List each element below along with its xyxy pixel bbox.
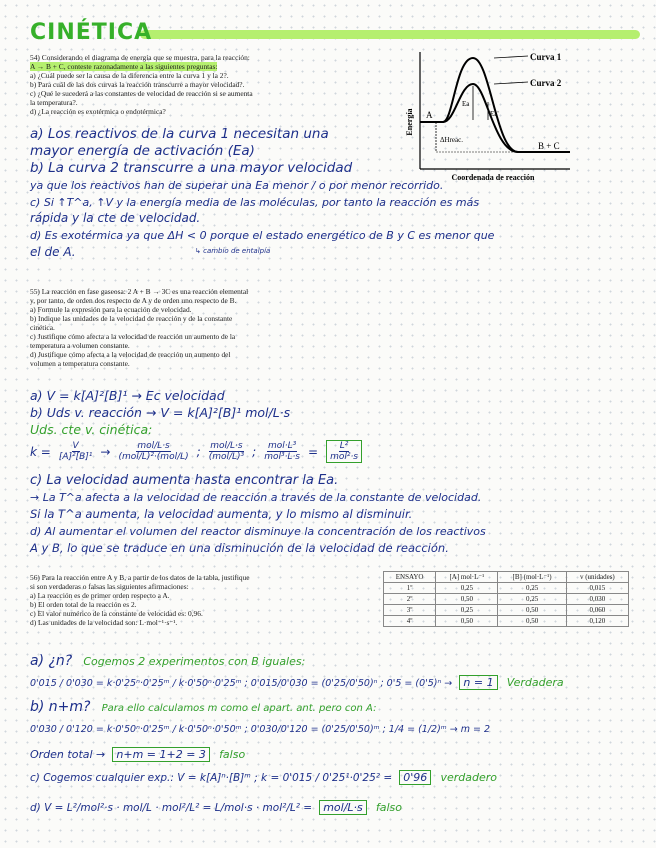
- arrow: →: [100, 444, 111, 459]
- fraction: [209, 441, 244, 462]
- q56-line: a) La reacción es de primer orden respecto a A.: [30, 591, 170, 600]
- q55-line: cinética.: [30, 323, 55, 332]
- product-label: B + C: [538, 141, 560, 151]
- numerator: V: [72, 441, 79, 451]
- fraction: [264, 441, 300, 462]
- q56-a-verdict: Verdadera: [506, 676, 564, 689]
- q55-line: temperatura a volumen constante.: [30, 341, 130, 350]
- denominator: [A]²[B]¹: [58, 452, 93, 462]
- ea-label: Ea: [462, 100, 470, 108]
- numerator: mol·L³: [267, 441, 297, 451]
- q56-b-total-line: [30, 747, 245, 762]
- q55-answer-b: b) Uds v. reacción → V = k[A]²[B]¹ mol/L·s: [30, 405, 291, 420]
- q54-answer-b1: b) La curva 2 transcurre a una mayor velocidad: [30, 160, 353, 176]
- ea2-label: Ea': [490, 110, 499, 118]
- table-cell: 0,060: [566, 605, 628, 616]
- q55-line: 55) La reacción en fase gaseosa: 2 A + B → 3C es una reacción elemental: [30, 287, 249, 296]
- table-cell: 0,25: [436, 583, 498, 594]
- numerator: mol/L·s: [210, 441, 243, 451]
- table-cell: 0,50: [436, 616, 498, 627]
- q56-line: c) El valor numérico de la constante de velocidad es: 0,96.: [30, 609, 203, 618]
- numerator: L²: [339, 441, 349, 451]
- q56-a-result: n = 1: [459, 675, 497, 690]
- table-cell: 0,030: [566, 594, 628, 605]
- table-cell: 1º: [384, 583, 436, 594]
- table-cell: 2º: [384, 594, 436, 605]
- q56-a-note: Cogemos 2 experimentos con B iguales:: [83, 655, 306, 668]
- table-row: [384, 594, 629, 605]
- q54-statement: [30, 53, 330, 116]
- q56-line: si son verdaderas o falsas las siguientes afirmaciones:: [30, 582, 189, 591]
- q55-answer-c1: c) La velocidad aumenta hasta encontrar la Ea.: [30, 473, 339, 488]
- q56-statement: [30, 573, 360, 627]
- table-cell: 3º: [384, 605, 436, 616]
- q54-answer-a2: mayor energía de activación (Ea): [30, 143, 255, 159]
- energy-axis-label: Energía: [405, 108, 414, 136]
- q56-b-equation-line: [30, 721, 490, 737]
- numerator: mol/L·s: [137, 441, 170, 451]
- table-cell: 0,25: [436, 605, 498, 616]
- table-cell: 0,015: [566, 583, 628, 594]
- q56-b-verdict: falso: [219, 748, 246, 761]
- page-title: CINÉTICA: [30, 20, 153, 45]
- q55-line: b) Indique las unidades de la velocidad de reacción y de la constante: [30, 314, 233, 323]
- table-cell: 0,50: [436, 594, 498, 605]
- q54-answer-d2: el de A.: [30, 245, 76, 259]
- k-symbol: k =: [30, 444, 51, 459]
- curva2-label: Curva 2: [530, 78, 562, 88]
- denominator: (mol/L)³: [208, 452, 245, 462]
- q56-a-equation-line: [30, 675, 564, 691]
- table-header: [A] mol·L⁻¹: [436, 572, 498, 583]
- q54-answer-c1: c) Si ↑T^a, ↑V y la energía media de las moléculas, por tanto la reacción es más: [30, 196, 480, 209]
- q54-line: a) ¿Cuál puede ser la causa de la diferencia entre la curva 1 y la 2?.: [30, 71, 229, 80]
- q56-b-total: Orden total →: [30, 748, 106, 761]
- table-header-row: [384, 572, 629, 583]
- table-cell: 0,25: [498, 594, 566, 605]
- q55-answer-c3: Si la T^a aumenta, la velocidad aumenta, y lo mismo al disminuir.: [30, 507, 413, 521]
- q56-d-result: mol/L·s: [319, 800, 367, 815]
- table-row: [384, 616, 629, 627]
- q54-answer-b2: ya que los reactivos han de superar una Ea menor / o por menor recorrido.: [30, 179, 444, 192]
- q56-b-head: b) n+m?: [30, 699, 91, 715]
- q55-line: c) Justifique cómo afecta a la velocidad de reacción un aumento de la: [30, 332, 236, 341]
- equals: =: [308, 444, 319, 459]
- table-header: ENSAYO: [384, 572, 436, 583]
- q56-b-note: Para ello calculamos m como el apart. ant. pero con A:: [101, 703, 377, 714]
- q55-answer-a: a) V = k[A]²[B]¹ → Ec velocidad: [30, 388, 225, 403]
- equals: ;: [196, 444, 201, 459]
- q56-d-verdict: falso: [375, 801, 403, 814]
- q56-line: b) El orden total de la reacción es 2.: [30, 600, 137, 609]
- q55-answer-c2: → La T^a afecta a la velocidad de reacción a través de la constante de velocidad.: [30, 491, 482, 504]
- q54-line: d) ¿La reacción es exotérmica o endotérmica?: [30, 107, 166, 116]
- curva1-label: Curva 1: [530, 52, 562, 62]
- table-cell: 0,50: [498, 605, 566, 616]
- q56-c-verdict: verdadero: [440, 771, 497, 784]
- q54-answer-d1: d) Es exotérmica ya que ΔH < 0 porque el estado energético de B y C es menor que: [30, 229, 495, 242]
- table-row: [384, 583, 629, 594]
- energy-diagram: [398, 44, 650, 194]
- reactant-label: A: [426, 110, 433, 120]
- q54-line: c) ¿Qué le sucederá a las constantes de velocidad de reacción si se aumenta: [30, 89, 253, 98]
- q55-answer-b2: Uds. cte v. cinética:: [30, 422, 153, 437]
- table-cell: 0,50: [498, 616, 566, 627]
- table-header: [B] (mol·L⁻¹): [498, 572, 566, 583]
- q56-line: 56) Para la reacción entre A y B, a partir de los datos de la tabla, justifique: [30, 573, 250, 582]
- denominator: mol³·L·s: [264, 452, 300, 462]
- table-header: v (unidades): [566, 572, 628, 583]
- dh-label: ΔHreac.: [440, 136, 463, 144]
- q54-answer-a1: a) Los reactivos de la curva 1 necesitan una: [30, 126, 329, 142]
- q56-b-head-line: [30, 700, 376, 716]
- q55-line: volumen a temperatura constante.: [30, 359, 130, 368]
- experiment-table: [383, 571, 629, 627]
- q55-answer-d1: d) Al aumentar el volumen del reactor disminuye la concentración de los reactivos: [30, 525, 486, 538]
- q54-line: b) Para cuál de las dos curvas la reacción transcurre a mayor velocidad?.: [30, 80, 245, 89]
- q54-answer-c2: rápida y la cte de velocidad.: [30, 211, 201, 225]
- q56-a-head: a) ¿n?: [30, 653, 73, 669]
- q54-line: A → B + C, conteste razonadamente a las siguientes preguntas:: [30, 62, 218, 71]
- denominator: mol²·s: [330, 452, 358, 462]
- denominator: (mol/L)²·(mol/L): [118, 452, 189, 462]
- q56-a-equation: 0'015 / 0'030 = k·0'25ⁿ·0'25ᵐ / k·0'50ⁿ·0'25ᵐ ; 0'015/0'030 = (0'25/0'50)ⁿ ; 0'5 = (0'5)ⁿ →: [30, 678, 453, 689]
- q56-c-line: [30, 770, 497, 786]
- q56-d-line: [30, 800, 402, 816]
- q54-note: ↳ cambio de entalpía: [195, 247, 271, 255]
- q56-b-result: n+m = 1+2 = 3: [112, 747, 210, 762]
- q56-a-head-line: [30, 654, 305, 669]
- q55-line: y, por tanto, de orden dos respecto de A y de orden uno respecto de B.: [30, 296, 237, 305]
- q55-statement: [30, 287, 338, 368]
- q55-line: d) Justifique cómo afecta a la velocidad de reacción un aumento del: [30, 350, 231, 359]
- q54-line: la temperatura?.: [30, 98, 78, 107]
- fraction: [59, 441, 93, 462]
- table-row: [384, 605, 629, 616]
- q55-answer-d2: A y B, lo que se traduce en una disminución de la velocidad de reacción.: [30, 541, 449, 555]
- reaction-axis-label: Coordenada de reacción: [451, 173, 535, 182]
- table-cell: 0,120: [566, 616, 628, 627]
- k-units-result: [326, 440, 362, 463]
- fraction: [118, 441, 188, 462]
- q54-line: 54) Considerando el diagrama de energía que se muestra, para la reacción:: [30, 53, 250, 62]
- k-units-equation: [30, 440, 364, 463]
- q56-b-equation: 0'030 / 0'120 = k·0'50ⁿ·0'25ᵐ / k·0'50ⁿ·0'50ᵐ ; 0'030/0'120 = (0'25/0'50)ᵐ ; 1/4 = (1/2)ᵐ → m = 2: [30, 724, 491, 735]
- q56-d-equation: d) V = L²/mol²·s · mol/L · mol²/L² = L/mol·s · mol²/L² =: [30, 802, 313, 814]
- title-highlight: [140, 30, 640, 39]
- q55-line: a) Formule la expresión para la ecuación de velocidad.: [30, 305, 192, 314]
- q56-c-result: 0'96: [399, 770, 431, 785]
- q56-c-equation: c) Cogemos cualquier exp.: V = k[A]ⁿ·[B]ᵐ ; k = 0'015 / 0'25¹·0'25² =: [30, 772, 393, 784]
- table-cell: 4º: [384, 616, 436, 627]
- equals: ;: [252, 444, 257, 459]
- q56-line: d) Las unidades de la velocidad son: L·mol⁻¹·s⁻¹.: [30, 618, 178, 627]
- table-cell: 0,25: [498, 583, 566, 594]
